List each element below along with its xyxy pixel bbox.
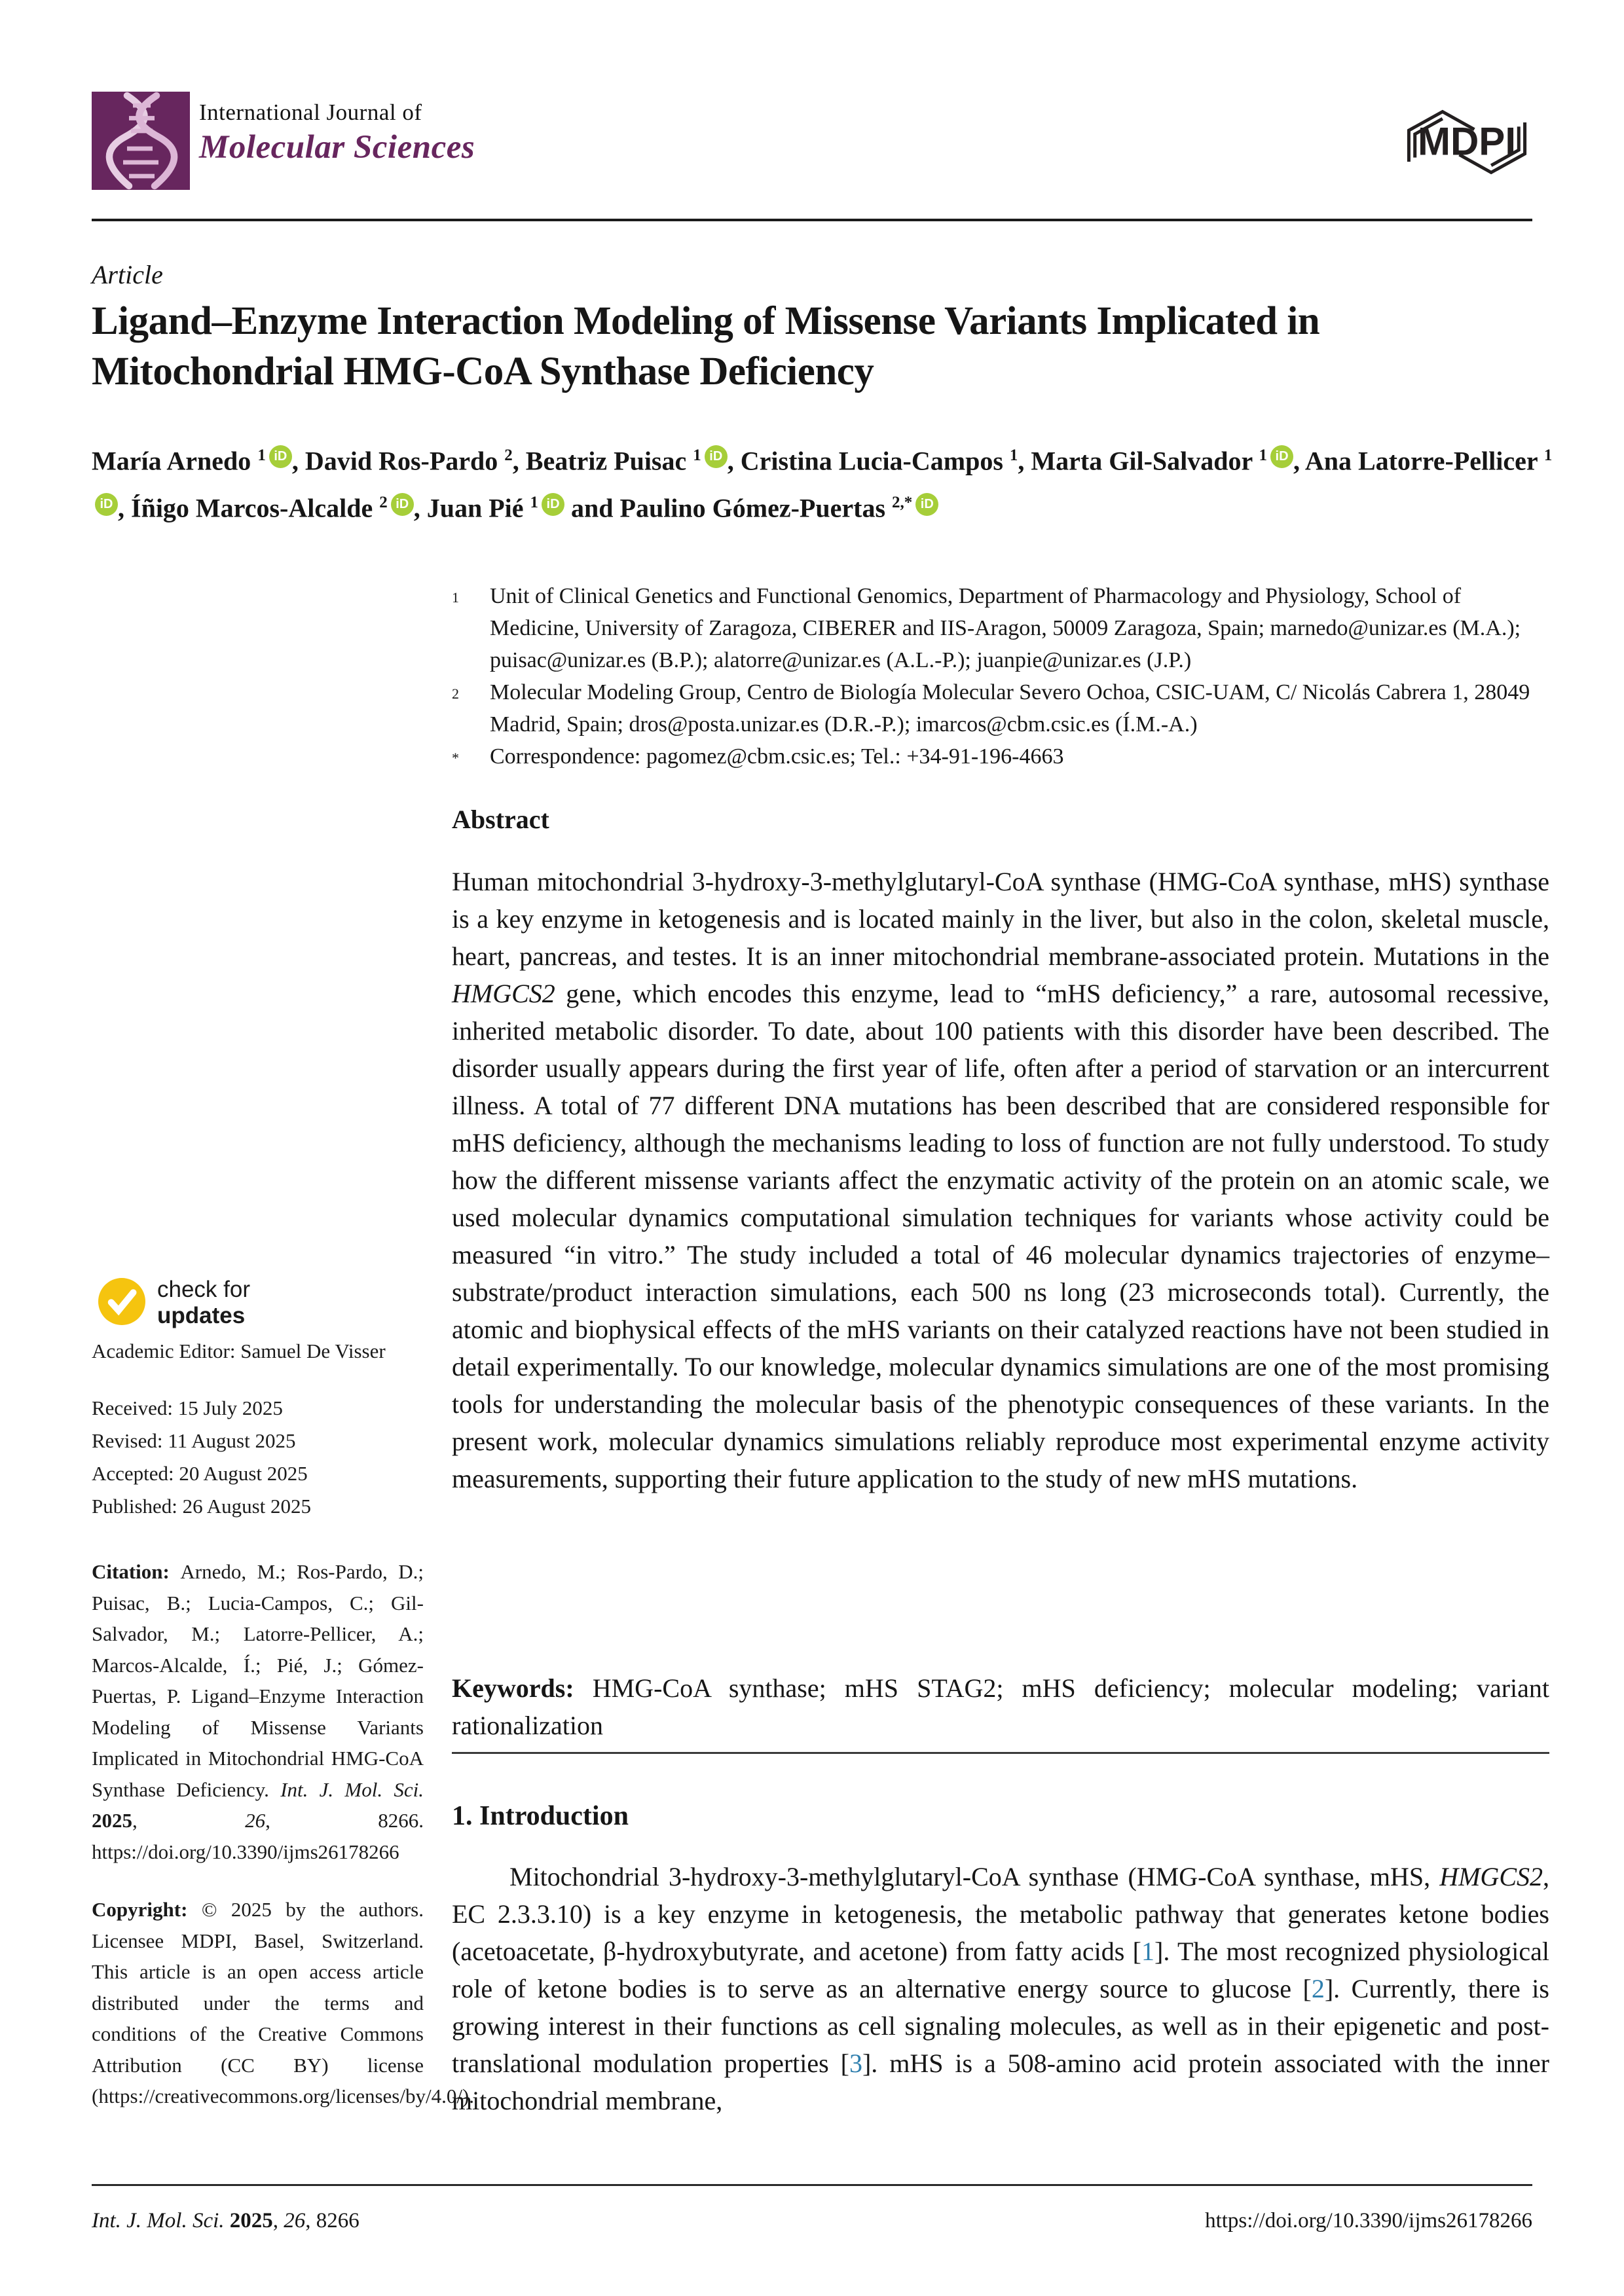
text-segment: HMGCS2 — [1439, 1862, 1543, 1891]
affiliation-row — [452, 580, 1549, 676]
text-segment: Copyright: — [92, 1898, 202, 1921]
affiliation-row — [452, 740, 1549, 774]
mdpi-logo — [1401, 100, 1532, 185]
history-date-line: Accepted: 20 August 2025 — [92, 1462, 308, 1485]
check-for-updates-label: check for updates — [157, 1277, 250, 1328]
author-affiliation-sup: 1 — [530, 494, 539, 512]
text-segment: , 8266 — [305, 2209, 360, 2232]
footer-divider — [92, 2184, 1532, 2186]
article-history-dates — [92, 1392, 432, 1523]
citation-block — [92, 1556, 424, 1867]
author-separator: and — [564, 493, 620, 523]
keywords-label: Keywords: — [452, 1673, 574, 1703]
text-segment: , EC 2.3.3.10) is a key enzyme in ketogenesis, the metabolic pathway that generates ketone bodies (acetoacetate, β-hydroxybutyrate, and acetone) from fatty acids [ — [452, 1862, 1549, 1966]
orcid-icon[interactable]: iD — [1270, 445, 1293, 468]
article-type-label: Article — [92, 260, 163, 289]
author-name: Marta Gil-Salvador — [1031, 446, 1259, 476]
author-affiliation-sup: 1 — [1009, 446, 1018, 464]
text-segment: Citation: — [92, 1560, 181, 1583]
section-divider — [452, 1752, 1549, 1754]
history-date-line: Revised: 11 August 2025 — [92, 1429, 296, 1452]
author-affiliation-sup: 2 — [504, 446, 513, 464]
text-segment: 2025 — [229, 2209, 273, 2232]
checkmark-icon — [98, 1278, 145, 1325]
author-name: Cristina Lucia-Campos — [740, 446, 1010, 476]
text-segment: , — [272, 2209, 284, 2232]
journal-logo — [92, 92, 190, 190]
affiliation-text: Correspondence: pagomez@cbm.csic.es; Tel.: +34-91-196-4663 — [490, 744, 1064, 769]
text-segment: Arnedo, M.; Ros-Pardo, D.; Puisac, B.; Lucia-Campos, C.; Gil-Salvador, M.; Latorre-Pellicer, A.; Marcos-Alcalde, Í.; Pié, J.; Gómez-Puertas, P. Ligand–Enzyme Interaction Modeling of Missense Variants Implicated in Mitochondrial HMG-CoA Synthase Deficiency. — [92, 1560, 424, 1801]
text-segment: Int. J. Mol. Sci. — [280, 1777, 424, 1801]
orcid-icon[interactable]: iD — [705, 445, 728, 468]
text-segment: Int. J. Mol. Sci. — [92, 2209, 230, 2232]
author-affiliation-sup: 2 — [379, 494, 388, 512]
citation-ref-3[interactable]: 3 — [849, 2049, 862, 2078]
text-segment: , — [132, 1809, 246, 1832]
text-segment: © 2025 by the authors. Licensee MDPI, Basel, Switzerland. This article is an open access article distributed under the terms and conditions of the Creative Commons Attribution (CC BY) license (https://creativecommons.org/licenses/by/4.0/). — [92, 1898, 475, 2107]
orcid-icon[interactable]: iD — [269, 445, 292, 468]
author-separator: , — [291, 446, 305, 476]
author-name: Juan Pié — [426, 493, 530, 523]
author-separator: , — [1293, 446, 1305, 476]
author-separator: , — [727, 446, 741, 476]
orcid-icon[interactable]: iD — [95, 493, 118, 516]
affiliation-list — [452, 580, 1549, 774]
text-segment: ]. The most recognized physiological role of ketone bodies is to serve as an alternative energy source to glucose [ — [452, 1937, 1549, 2003]
orcid-icon[interactable]: iD — [391, 493, 414, 516]
copyright-block — [92, 1894, 475, 2112]
author-affiliation-sup: 1 — [1259, 446, 1268, 464]
text-segment: ]. Currently, there is growing interest in their functions as cell signaling molecules, as well as in their epigenetic and post-translational modulation properties [ — [452, 1974, 1549, 2078]
text-segment: 26 — [284, 2209, 306, 2232]
author-list — [92, 435, 1559, 530]
page-title: Ligand–Enzyme Interaction Modeling of Missense Variants Implicated in Mitochondrial HMG-CoA Synthase Deficiency — [92, 299, 1320, 393]
history-date-line: Received: 15 July 2025 — [92, 1396, 283, 1419]
text-segment: Human mitochondrial 3-hydroxy-3-methylglutaryl-CoA synthase (HMG-CoA synthase, mHS) synthase is a key enzyme in ketogenesis and is located mainly in the liver, but also in the colon, skeletal muscle, heart, pancreas, and testes. It is an inner mitochondrial membrane-associated protein. Mutations in the — [452, 867, 1549, 971]
footer-journal-ref — [92, 2209, 360, 2233]
footer-doi: https://doi.org/10.3390/ijms26178266 — [1205, 2209, 1532, 2232]
author-separator: , — [1018, 446, 1031, 476]
author-affiliation-sup: 1 — [1543, 446, 1553, 464]
affiliation-marker: 1 — [452, 589, 459, 606]
academic-editor: Academic Editor: Samuel De Visser — [92, 1339, 386, 1362]
author-name: Íñigo Marcos-Alcalde — [131, 493, 380, 523]
svg-text:MDPI: MDPI — [1418, 119, 1516, 164]
citation-ref-2[interactable]: 2 — [1311, 1974, 1325, 2003]
author-name: David Ros-Pardo — [304, 446, 505, 476]
author-name: Beatriz Puisac — [525, 446, 693, 476]
journal-name-line1: International Journal of — [199, 100, 422, 125]
author-separator: , — [413, 493, 427, 523]
check-for-updates-badge[interactable] — [98, 1277, 373, 1342]
author-name: Paulino Gómez-Puertas — [619, 493, 893, 523]
text-segment: Mitochondrial 3-hydroxy-3-methylglutaryl-CoA synthase (HMG-CoA synthase, mHS, — [509, 1862, 1440, 1891]
author-affiliation-sup: 1 — [257, 446, 266, 464]
history-date-line: Published: 26 August 2025 — [92, 1495, 312, 1518]
citation-ref-1[interactable]: 1 — [1141, 1937, 1154, 1966]
introduction-heading: 1. Introduction — [452, 1801, 629, 1831]
author-name: Ana Latorre-Pellicer — [1304, 446, 1544, 476]
affiliation-marker: * — [452, 750, 459, 766]
author-affiliation-sup: 2,* — [892, 494, 913, 512]
abstract-text — [452, 863, 1549, 1497]
author-separator: , — [118, 493, 131, 523]
introduction-text — [452, 1858, 1549, 2119]
text-segment: 26 — [245, 1809, 266, 1832]
header-divider — [92, 219, 1532, 221]
text-segment: gene, which encodes this enzyme, lead to “mHS deficiency,” a rare, autosomal recessive, inherited metabolic disorder. To date, about 100 patients with this disorder have been described. The disorder usually appears during the first year of life, often after a period of starvation or an intercurrent illness. A total of 77 different DNA mutations has been described that are considered responsible for mHS deficiency, although the mechanisms leading to loss of function are not fully understood. To study how the different missense variants affect the enzymatic activity of the protein on an atomic scale, we used molecular dynamics computational simulation techniques for variants whose activity could be measured “in vitro.” The study included a total of 46 molecular dynamics trajectories of enzyme–substrate/product interaction simulations, each 500 ns long (23 microseconds total). Currently, the atomic and biophysical effects of the mHS variants on their catalyzed reactions have not been studied in detail experimentally. To our knowledge, molecular dynamics simulations are one of the most promising tools for understanding the molecular basis of the phenotypic consequences of these variants. In the present work, molecular dynamics simulations reliably reproduce most experimental enzyme activity measurements, supporting their future application to the study of new mHS mutations. — [452, 979, 1549, 1493]
journal-name-line2: Molecular Sciences — [199, 129, 475, 166]
text-segment: HMGCS2 — [452, 979, 555, 1008]
orcid-icon[interactable]: iD — [542, 493, 564, 516]
affiliation-marker: 2 — [452, 685, 459, 702]
text-segment: , 8266. https://doi.org/10.3390/ijms26178266 — [92, 1809, 424, 1863]
affiliation-text: Unit of Clinical Genetics and Functional Genomics, Department of Pharmacology and Physiology, School of Medicine, University of Zaragoza, CIBERER and IIS-Aragon, 50009 Zaragoza, Spain; marnedo@unizar.es (M.A.); puisac@unizar.es (B.P.); alatorre@unizar.es (A.L.-P.); juanpie@unizar.es (J.P.) — [490, 584, 1521, 672]
keywords — [452, 1669, 1549, 1744]
dna-helix-icon — [92, 181, 190, 192]
author-name: María Arnedo — [92, 446, 258, 476]
author-separator: , — [512, 446, 526, 476]
affiliation-row — [452, 676, 1549, 740]
author-affiliation-sup: 1 — [693, 446, 701, 464]
keywords-text: HMG-CoA synthase; mHS STAG2; mHS deficiency; molecular modeling; variant rationalization — [452, 1673, 1549, 1740]
affiliation-text: Molecular Modeling Group, Centro de Biología Molecular Severo Ochoa, CSIC-UAM, C/ Nicolás Cabrera 1, 28049 Madrid, Spain; dros@posta.unizar.es (D.R.-P.); imarcos@cbm.csic.es (Í.M.-A.) — [490, 680, 1530, 737]
footer — [92, 2209, 1532, 2233]
text-segment: 2025 — [92, 1809, 132, 1832]
abstract-heading: Abstract — [452, 805, 549, 834]
orcid-icon[interactable]: iD — [915, 493, 938, 516]
journal-name — [199, 100, 475, 166]
text-segment: ]. mHS is a 508-amino acid protein associated with the inner mitochondrial membrane, — [452, 2049, 1550, 2115]
